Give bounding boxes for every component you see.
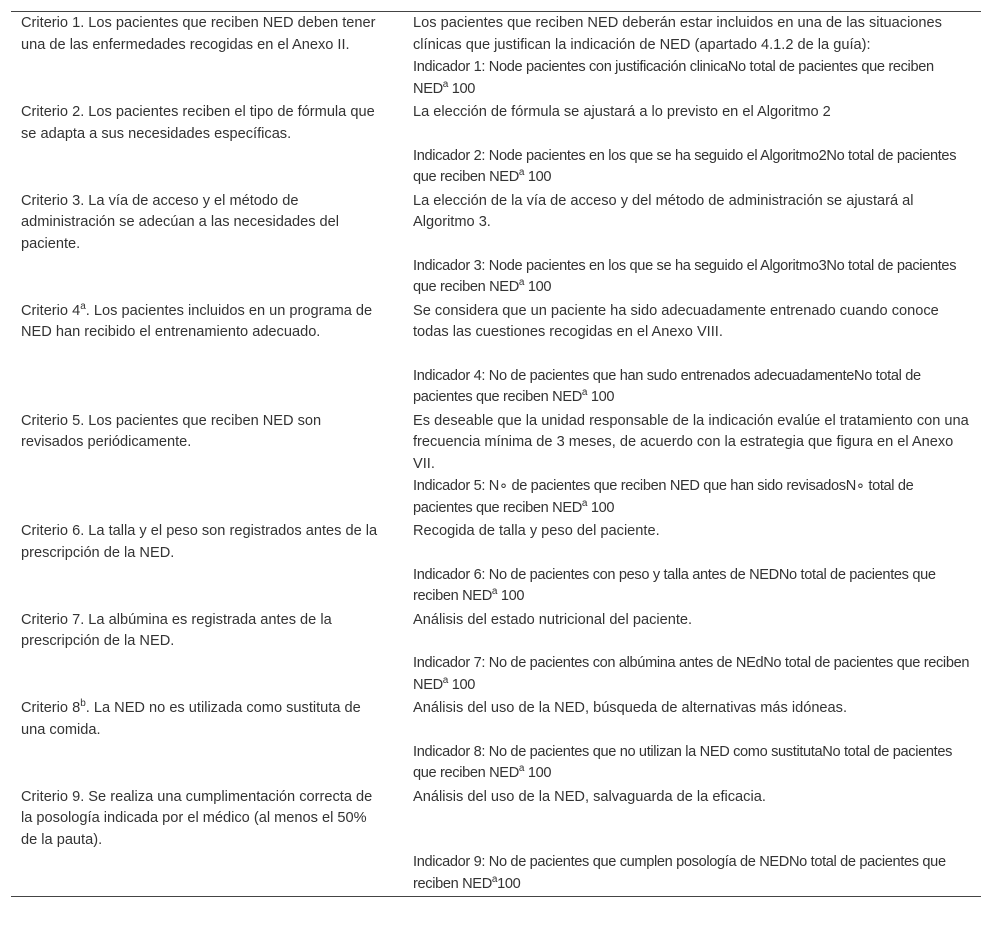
indicator-text-post: 100 [447,80,475,97]
spacer [413,808,971,851]
indicator-text-post: 100 [587,499,615,516]
indicator-text-pre: Indicador 7: No de pacientes con albúmina antes de NEdNo total de pacientes que reciben NED [413,655,970,693]
description-text: Análisis del estado nutricional del paciente. [413,611,693,628]
description-text: La elección de fórmula se ajustará a lo previsto en el Algoritmo 2 [413,104,831,120]
criterion-cell [11,520,391,609]
table-row [11,697,981,786]
criterion-text-pre: Criterio 6. La talla y el peso son registrados antes de la prescripción de la NED. [21,523,378,561]
indicator-text-post: 100 [447,676,475,693]
indicator-text [413,366,971,409]
criterion-text [21,610,381,653]
table-row [11,101,981,190]
description-cell [391,609,981,698]
indicator-footnote-mark: a [518,167,525,179]
table-row [11,410,981,521]
description-text: Es deseable que la unidad responsable de la indicación evalúe el tratamiento con una frecuencia mínima de 3 meses, de acuerdo con la estrategia que figura en el Anexo VII. [413,412,969,472]
criterion-text-pre: Criterio 4 [21,302,81,319]
criterion-text-post: . La NED no es utilizada como sustituta de una comida. [21,700,361,738]
indicator-footnote-mark: a [442,674,448,686]
table-row [11,520,981,609]
table-row [11,609,981,698]
criterion-text-post: . Los pacientes incluidos en un programa de NED han recibido el entrenamiento adecuado. [21,302,373,340]
indicator-text-pre: Indicador 8: No de pacientes que no utilizan la NED como sustitutaNo total de pacientes que reciben NED [413,743,953,781]
criterion-cell [11,697,391,786]
description-text: Se considera que un paciente ha sido adecuadamente entrenado cuando conoce todas las cuestiones recogidas en el Anexo VIII. [413,302,939,340]
criterion-text [21,787,381,852]
criterion-text-pre: Criterio 8 [21,700,81,716]
indicator-text [413,852,971,895]
criterion-text-pre: Criterio 5. Los pacientes que reciben NED son revisados periódicamente. [21,412,322,450]
description-cell [391,786,981,897]
criterion-text [21,102,381,145]
indicator-text [413,476,971,519]
indicator-footnote-mark: a [491,873,498,885]
spacer [413,631,971,652]
indicator-text [413,742,971,785]
indicator-footnote-mark: a [518,277,525,289]
description-cell [391,190,981,300]
table-row [11,12,981,101]
indicator-footnote-mark: a [442,78,448,90]
indicator-text-post: 100 [587,389,615,405]
criterion-cell [11,300,391,410]
table-row [11,786,981,897]
description-text: Los pacientes que reciben NED deberán estar incluidos en una de las situaciones clínicas que justifican la indicación de NED (apartado 4.1.2 de la guía): [413,15,942,53]
indicator-text-pre: Indicador 9: No de pacientes que cumplen posología de NEDNo total de pacientes que reciben NED [413,854,946,892]
indicator-text-post: 100 [524,765,552,781]
spacer [413,124,971,145]
description-text: Análisis del uso de la NED, salvaguarda de la eficacia. [413,788,766,805]
criterion-text-pre: Criterio 7. La albúmina es registrada antes de la prescripción de la NED. [21,611,332,649]
criterion-cell [11,609,391,698]
spacer [413,234,971,255]
indicator-footnote-mark: a [518,763,525,775]
description-text: Recogida de talla y peso del paciente. [413,523,660,539]
indicator-text-pre: Indicador 5: N∘ de pacientes que reciben NED que han sido revisadosN∘ total de pacientes que reciben NED [413,478,914,516]
criterion-text [21,13,381,56]
indicator-footnote-mark: a [581,387,588,399]
criterion-text [21,411,381,454]
description-cell [391,300,981,410]
description-text: Análisis del uso de la NED, búsqueda de alternativas más idóneas. [413,700,848,716]
criterion-text [21,301,381,344]
criterion-text [21,698,381,741]
criterion-cell [11,410,391,521]
indicator-text [413,653,971,696]
description-cell [391,410,981,521]
spacer [413,543,971,564]
criterion-cell [11,12,391,101]
indicator-text-post: 100 [524,279,552,295]
criterion-footnote-mark: a [80,300,86,312]
description-cell [391,520,981,609]
criterion-cell [11,786,391,897]
criterion-text-pre: Criterio 3. La vía de acceso y el método de administración se adecúan a las necesidades del paciente. [21,192,340,252]
criterion-text-pre: Criterio 2. Los pacientes reciben el tipo de fórmula que se adapta a sus necesidades específicas. [21,104,375,142]
indicator-text-post: 100 [497,588,525,604]
description-cell [391,101,981,190]
description-cell [391,697,981,786]
table-row [11,190,981,300]
indicator-text [413,146,971,189]
spacer [413,344,971,365]
spacer [413,720,971,741]
criterion-text [21,191,381,256]
indicator-text [413,57,971,100]
indicator-footnote-mark: a [581,497,588,509]
criterion-text-pre: Criterio 1. Los pacientes que reciben NED deben tener una de las enfermedades recogidas en el Anexo II. [21,15,376,53]
indicator-text-pre: Indicador 1: Node pacientes con justificación clinicaNo total de pacientes que reciben NED [413,59,934,97]
indicator-text [413,256,971,299]
indicator-text-pre: Indicador 2: Node pacientes en los que se ha seguido el Algoritmo2No total de pacientes que reciben NED [413,147,957,185]
table-row [11,300,981,410]
indicator-text [413,565,971,608]
description-text: La elección de la vía de acceso y del método de administración se ajustará al Algoritmo 3. [413,192,914,230]
criterion-text-pre: Criterio 9. Se realiza una cumplimentación correcta de la posología indicada por el médico (al menos el 50% de la pauta). [21,788,373,848]
indicator-text-post: 100 [524,169,552,185]
description-cell [391,12,981,101]
indicator-text-pre: Indicador 6: No de pacientes con peso y talla antes de NEDNo total de pacientes que reciben NED [413,566,936,604]
indicator-text-pre: Indicador 4: No de pacientes que han sudo entrenados adecuadamenteNo total de pacientes que reciben NED [413,367,921,405]
indicator-footnote-mark: a [491,586,498,598]
criterion-text [21,521,381,564]
criterion-cell [11,101,391,190]
criterion-footnote-mark: b [80,698,86,710]
criterion-cell [11,190,391,300]
indicator-text-pre: Indicador 3: Node pacientes en los que se ha seguido el Algoritmo3No total de pacientes que reciben NED [413,257,957,295]
indicator-text-post: 100 [497,875,521,892]
criteria-table [11,11,981,897]
